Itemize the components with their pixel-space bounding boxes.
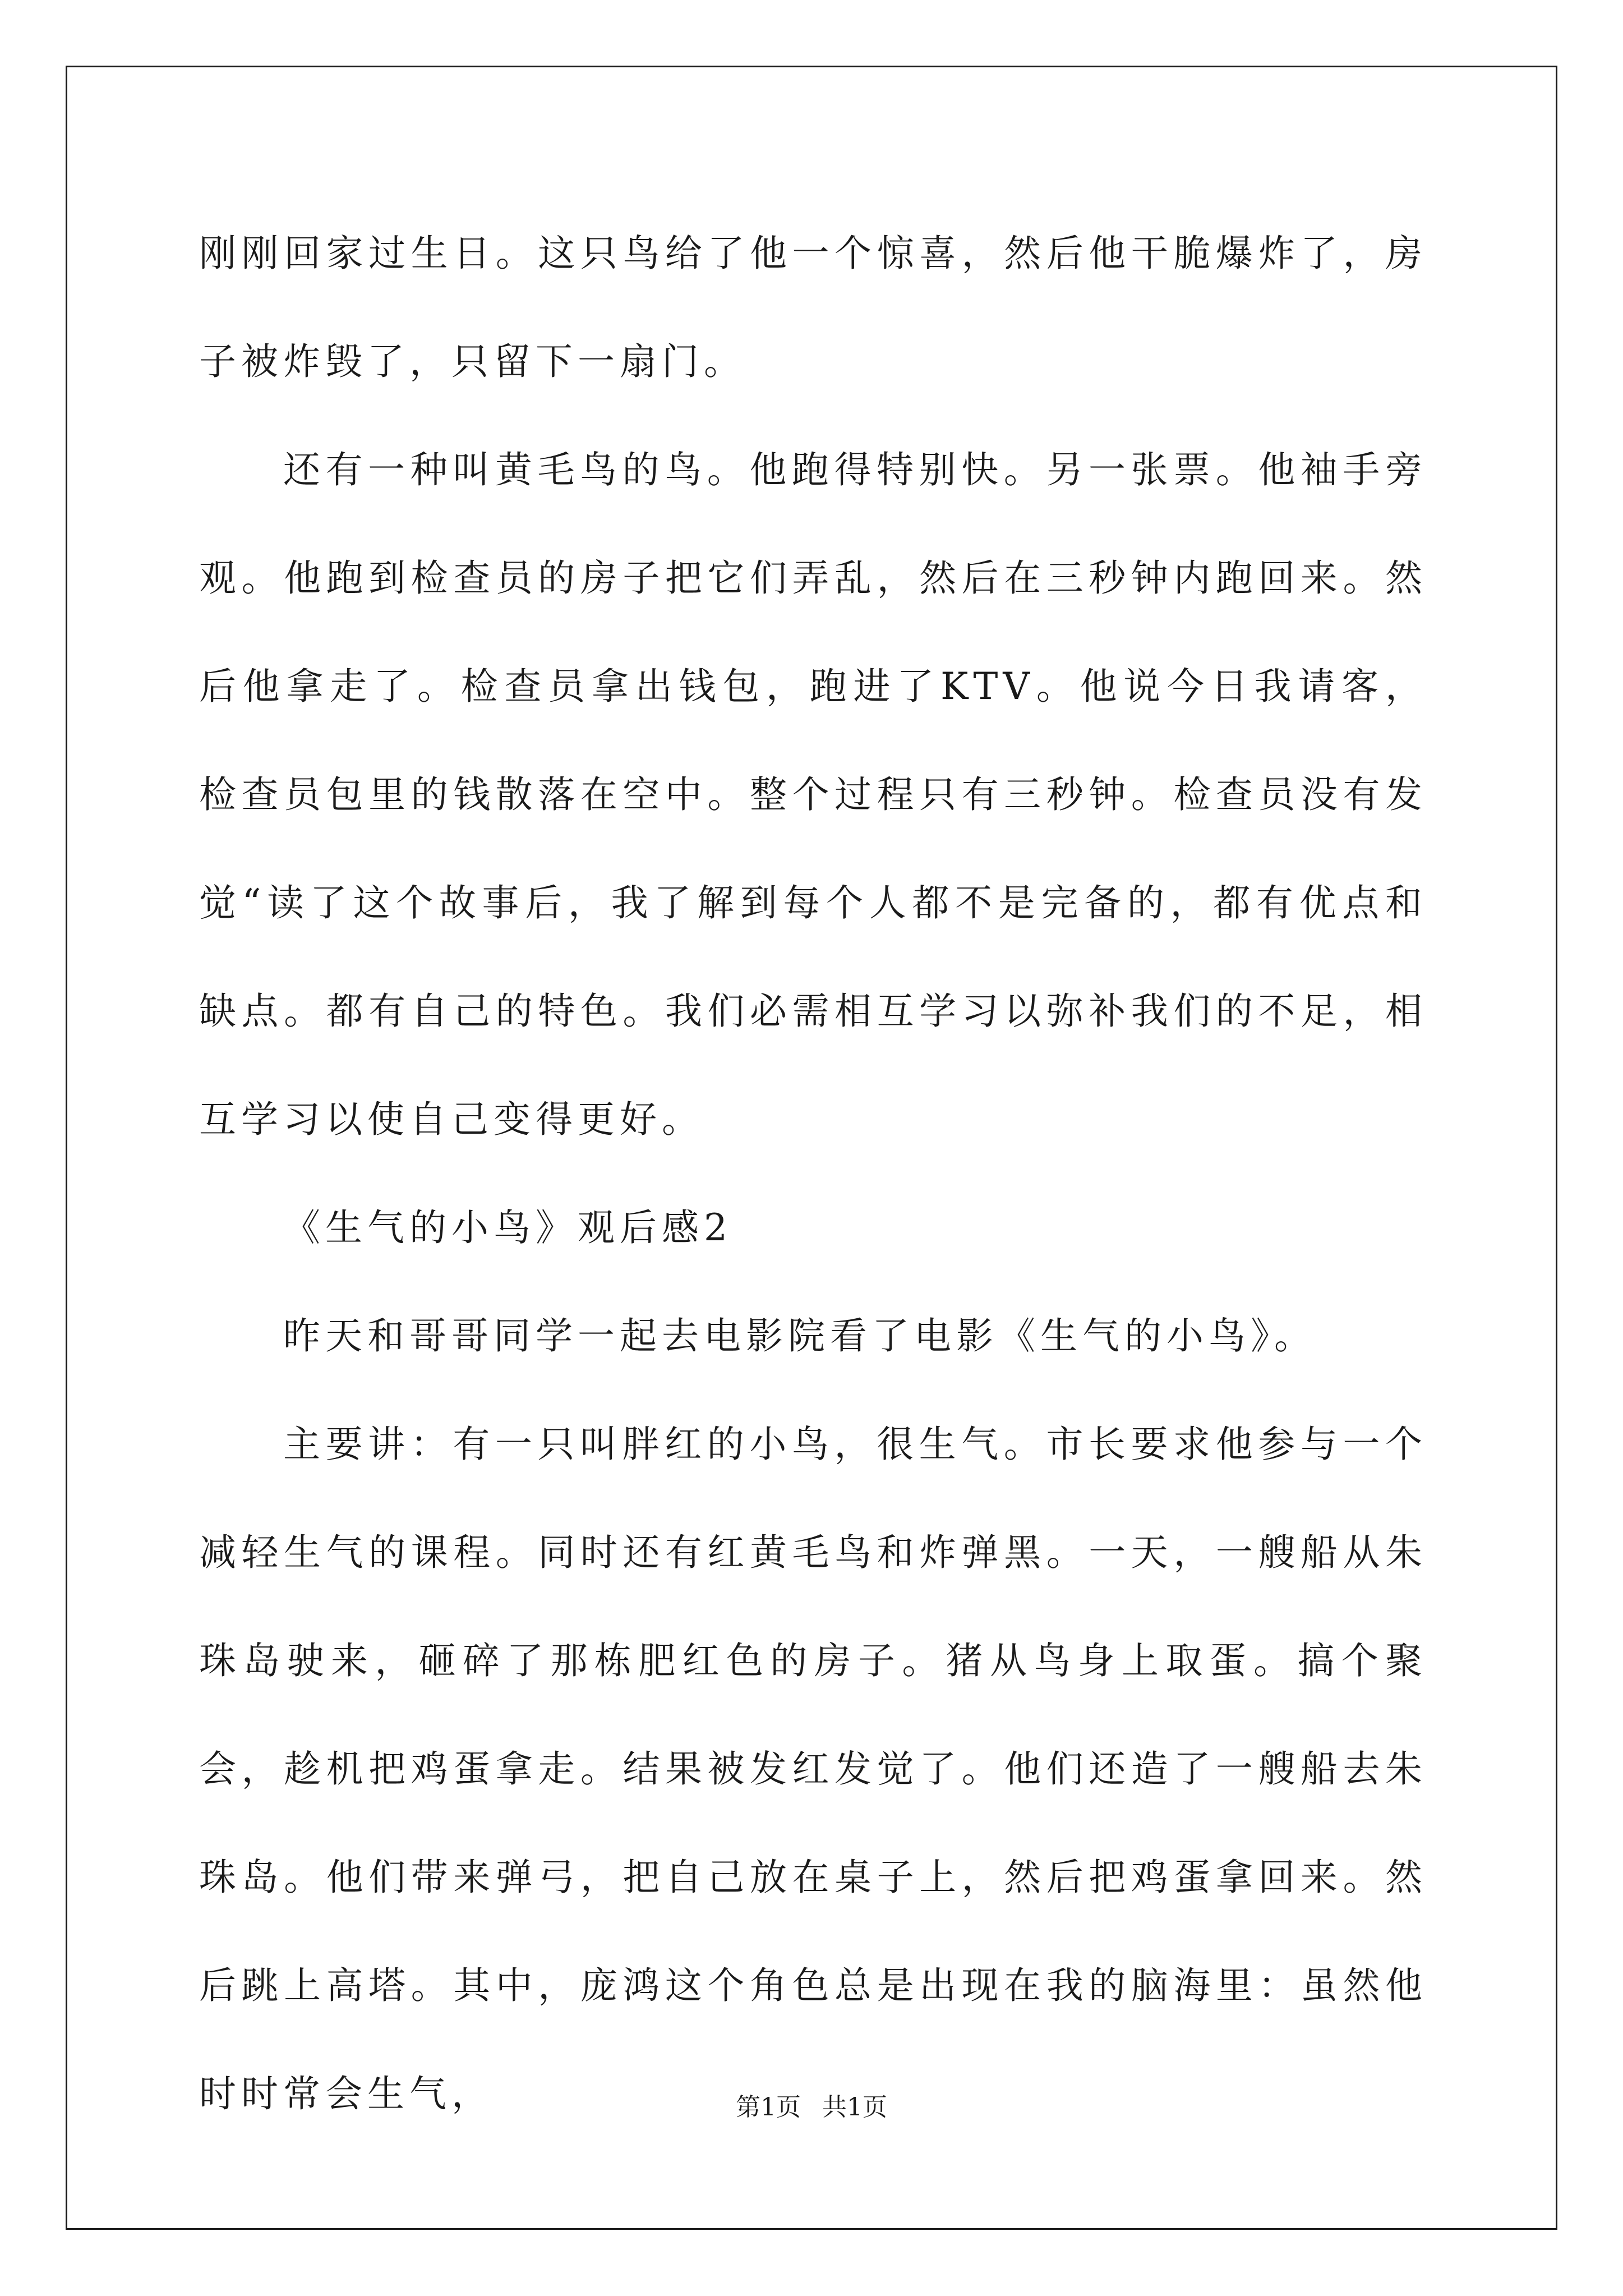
document-body [199, 199, 1427, 2148]
page-total: 共1页 [822, 2093, 887, 2122]
paragraph-2: 还有一种叫黄毛鸟的鸟。他跑得特别快。另一张票。他袖手旁观。他跑到检查员的房子把它们弄乱，然后在三秒钟内跑回来。然后他拿走了。检查员拿出钱包，跑进了KTV。他说今日我请客，检查员包里的钱散落在空中。整个过程只有三秒钟。检查员没有发觉“读了这个故事后，我了解到每个人都不是完备的，都有优点和缺点。都有自己的特色。我们必需相互学习以弥补我们的不足，相互学习以使自己变得更好。 [199, 448, 1427, 1141]
paragraph-4: 主要讲：有一只叫胖红的小鸟，很生气。市长要求他参与一个减轻生气的课程。同时还有红黄毛鸟和炸弹黑。一天，一艘船从朱珠岛驶来，砸碎了那栋肥红色的房子。猪从鸟身上取蛋。搞个聚会，趁机把鸡蛋拿走。结果被发红发觉了。他们还造了一艘船去朱珠岛。他们带来弹弓，把自己放在桌子上，然后把鸡蛋拿回来。然后跳上高塔。其中，庞鸿这个角色总是出现在我的脑海里：虽然他时时常会生气， [199, 1423, 1427, 2115]
paragraph-1: 刚刚回家过生日。这只鸟给了他一个惊喜，然后他干脆爆炸了，房子被炸毁了，只留下一扇门。 [199, 232, 1427, 383]
paragraph-3: 昨天和哥哥同学一起去电影院看了电影《生气的小鸟》。 [283, 1314, 1316, 1358]
section-heading: 《生气的小鸟》观后感2 [283, 1206, 732, 1249]
page-footer [0, 2087, 1623, 2123]
page-number: 第1页 [736, 2093, 801, 2122]
